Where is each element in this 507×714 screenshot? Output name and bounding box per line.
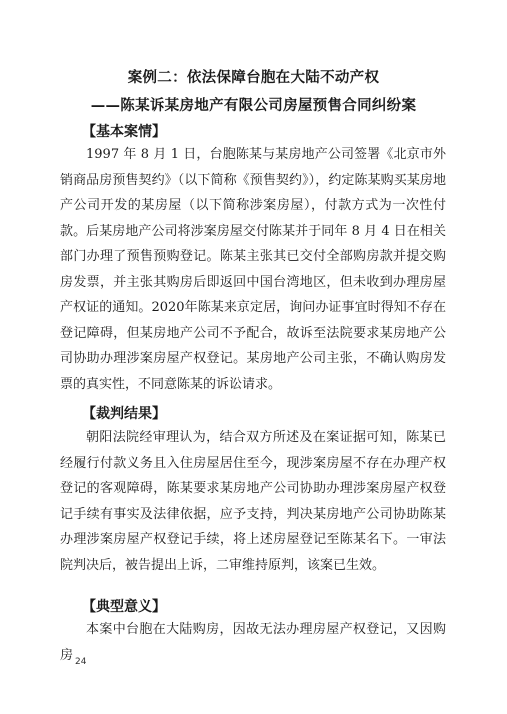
section-body-significance: 本案中台胞在大陆购房，因故无法办理房屋产权登记，又因购房: [60, 622, 446, 663]
section-heading-significance: 【典型意义】: [82, 599, 166, 615]
section-body-basic-facts: 1997 年 8 月 1 日，台胞陈某与某房地产公司签署《北京市外销商品房预售契约》（以下简称《预售契约》），约定陈某购买某房地产公司开发的某房屋（以下简称涉案房屋），付款方式为一次性付款。后某房地产公司将涉案房屋交付陈某并于同年 8 月 4 日在相关部门办理了预售预购登记。陈某主张其已交付全部购房款并提交购房发票，并主张其购房后即返回中国台湾地区，但未收到办理房屋产权证的通知。2020年陈某来京定居，询问办证事宜时得知不存在登记障碍，但某房地产公司不予配合，故诉至法院要求某房地产公司协助办理涉案房屋产权登记。某房地产公司主张，不确认购房发票的真实性，不同意陈某的诉讼请求。: [60, 147, 446, 392]
section-heading-judgment: 【裁判结果】: [82, 406, 166, 422]
case-subtitle: ——陈某诉某房地产有限公司房屋预售合同纠纷案: [90, 98, 417, 114]
section-body-judgment: 朝阳法院经审理认为，结合双方所述及在案证据可知，陈某已经履行付款义务且入住房屋居住至今，现涉案房屋不存在办理产权登记的客观障碍，陈某要求某房地产公司协助办理涉案房屋产权登记手续有事实及法律依据，应予支持，判决某房地产公司协助陈某办理涉案房屋产权登记手续，将上述房屋登记至陈某名下。一审法院判决后，被告提出上诉，二审维持原判，该案已生效。: [60, 430, 446, 573]
case-title: 案例二：依法保障台胞在大陆不动产权: [127, 70, 380, 86]
section-heading-basic-facts: 【基本案情】: [82, 124, 166, 140]
page-number: 24: [75, 657, 87, 667]
